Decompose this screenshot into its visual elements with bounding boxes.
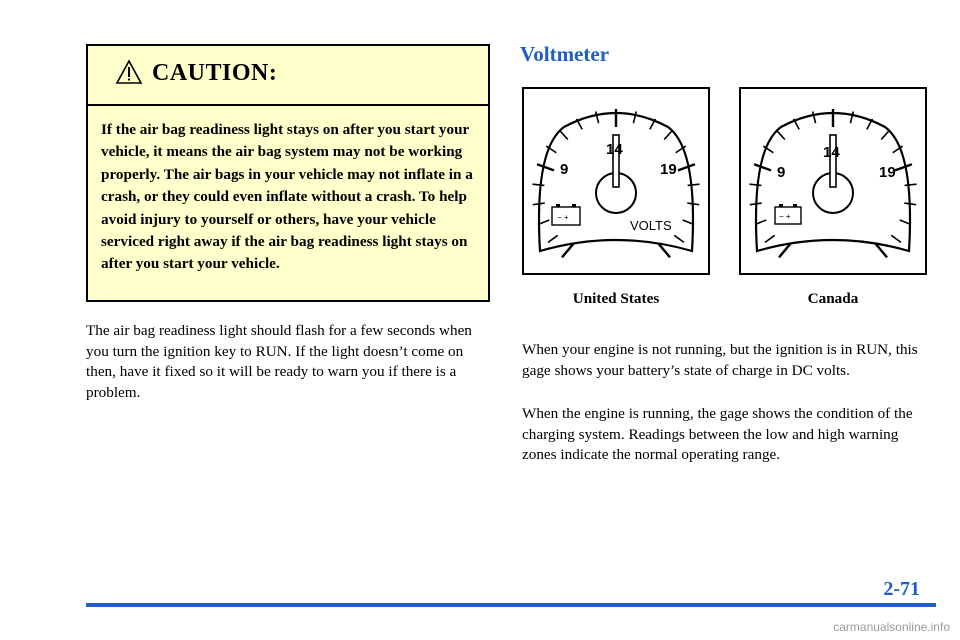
watermark: carmanualsonline.info: [833, 620, 950, 634]
caution-header: [88, 46, 488, 106]
gauge-canada-high: 19: [879, 164, 896, 181]
voltmeter-heading: Voltmeter: [520, 42, 610, 66]
battery-icon: [775, 204, 801, 224]
gauge-us-low: 9: [560, 161, 569, 178]
gauge-us-high: 19: [660, 161, 677, 178]
gauge-canada-mid: 14: [823, 144, 840, 161]
footer-rule: [86, 603, 936, 607]
voltmeter-paragraph-1: When your engine is not running, but the ignition is in RUN, this gage shows your battery’s state of charge in DC volts.: [522, 341, 918, 379]
page-number: 2-71: [883, 578, 920, 600]
caution-box: [86, 44, 490, 302]
gauge-us-unit: VOLTS: [630, 218, 672, 233]
gauge-us-mid: 14: [606, 141, 623, 158]
svg-text:− +: − +: [779, 212, 791, 221]
gauge-canada-low: 9: [777, 164, 786, 181]
gauge-dial-canada: [741, 89, 925, 273]
caption-canada: Canada: [807, 290, 859, 307]
voltmeter-gauge-canada: [739, 87, 927, 275]
svg-text:− +: − +: [557, 213, 569, 222]
battery-icon: [552, 204, 580, 225]
warning-triangle-icon: [115, 59, 143, 85]
caption-united-states: United States: [572, 290, 660, 307]
caution-title: CAUTION:: [152, 60, 278, 86]
voltmeter-paragraph-2: When the engine is running, the gage shows the condition of the charging system. Readings between the low and high warning zones indicate the normal operating range.: [522, 405, 913, 463]
air-bag-light-paragraph: The air bag readiness light should flash for a few seconds when you turn the ignition key to RUN. If the light doesn’t come on then, have it fixed so it will be ready to warn you if there is a problem.: [86, 322, 472, 401]
voltmeter-gauge-us: [522, 87, 710, 275]
gauge-dial-us: [524, 89, 708, 273]
caution-text: If the air bag readiness light stays on after you start your vehicle, it means the air bag system may not be working properly. The air bags in your vehicle may not inflate in a crash, or they could even inflate without a crash. To help avoid injury to yourself or others, have your vehicle serviced right away if the air bag readiness light stays on after you start your vehicle.: [101, 121, 473, 273]
